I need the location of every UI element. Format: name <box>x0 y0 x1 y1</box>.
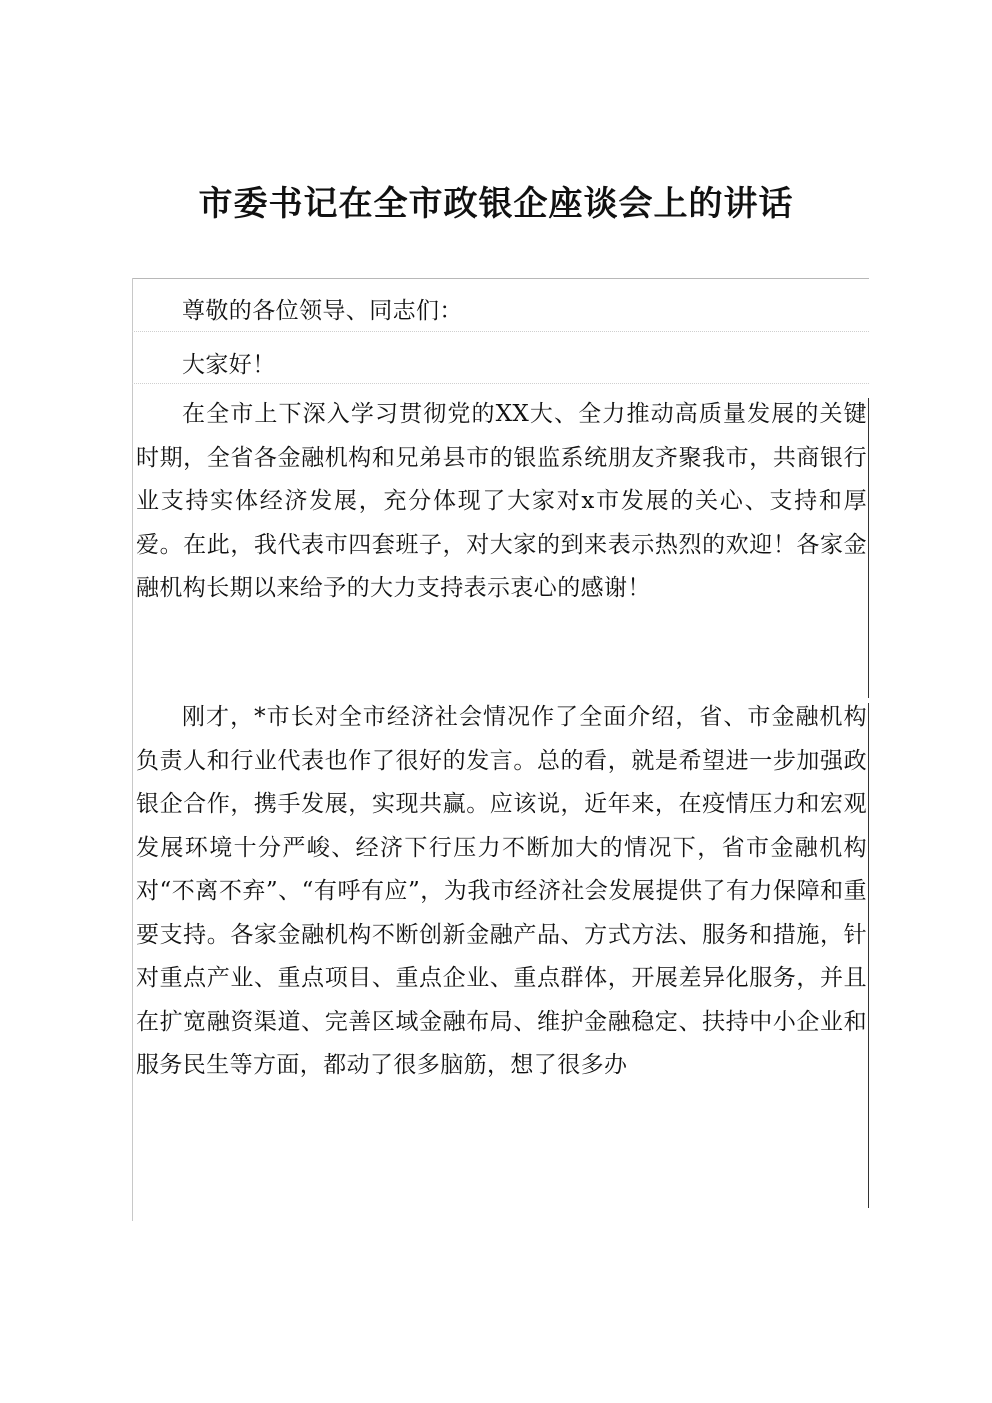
greeting: 大家好！ <box>182 352 276 378</box>
frame-left-border <box>132 278 133 1221</box>
frame-top-border <box>132 278 869 279</box>
body-paragraph: 在全市上下深入学习贯彻党的XX大、全力推动高质量发展的关键时期，全省各金融机构和兄弟县市的银监系统朋友齐聚我市，共商银行业支持实体经济发展，充分体现了大家对x市发展的关心、支持和厚爱。在此，我代表市四套班子，对大家的到来表示热烈的欢迎！各家金融机构长期以来给予的大力支持表示衷心的感谢！ <box>136 401 867 601</box>
frame-right-border <box>868 398 869 698</box>
document-title: 市委书记在全市政银企座谈会上的讲话 <box>198 184 794 224</box>
text-frame <box>132 278 869 1221</box>
frame-right-border <box>868 703 869 1208</box>
salutation: 尊敬的各位领导、同志们： <box>182 298 463 324</box>
body-paragraph: 刚才，*市长对全市经济社会情况作了全面介绍，省、市金融机构负责人和行业代表也作了很好的发言。总的看，就是希望进一步加强政银企合作，携手发展，实现共赢。应该说，近年来，在疫情压力和宏观发展环境十分严峻、经济下行压力不断加大的情况下，省市金融机构对“不离不弃”、“有呼有应”，为我市经济社会发展提供了有力保障和重要支持。各家金融机构不断创新金融产品、方式方法、服务和措施，针对重点产业、重点项目、重点企业、重点群体，开展差异化服务，并且在扩宽融资渠道、完善区域金融布局、维护金融稳定、扶持中小企业和服务民生等方面，都动了很多脑筋，想了很多办 <box>136 704 867 1078</box>
